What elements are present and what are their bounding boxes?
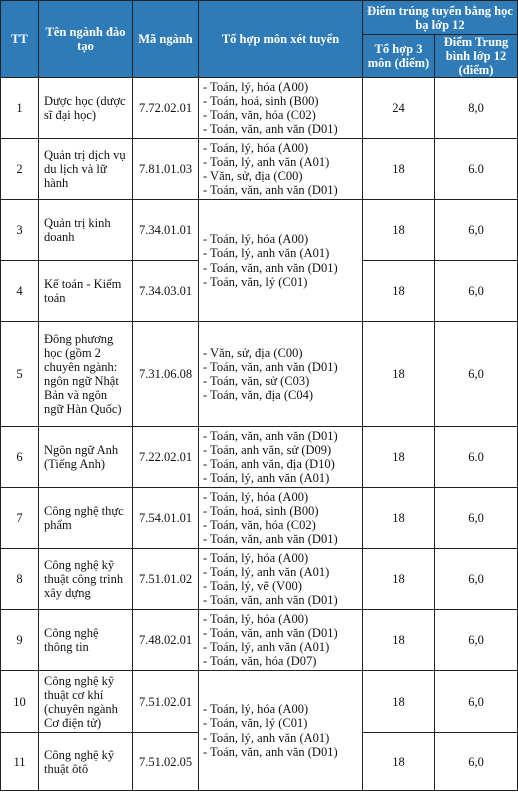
- row-major: Quản trị kinh doanh: [39, 200, 133, 261]
- row-code: 7.51.02.01: [133, 671, 199, 733]
- row-score-3: 18: [363, 549, 435, 610]
- row-score-3: 18: [363, 671, 435, 733]
- row-major: Ngôn ngữ Anh (Tiếng Anh): [39, 427, 133, 488]
- row-code: 7.48.02.01: [133, 610, 199, 671]
- row-tt: 6: [1, 427, 39, 488]
- row-code: 7.31.06.08: [133, 322, 199, 427]
- row-tt: 2: [1, 139, 39, 200]
- row-tt: 8: [1, 549, 39, 610]
- row-code: 7.81.01.03: [133, 139, 199, 200]
- row-score-avg: 6.0: [435, 427, 518, 488]
- header-tt: TT: [1, 1, 39, 78]
- row-score-3: 18: [363, 733, 435, 791]
- row-score-3: 18: [363, 200, 435, 261]
- row-code: 7.51.01.02: [133, 549, 199, 610]
- table-row: [1, 610, 518, 671]
- row-major: Công nghệ thực phẩm: [39, 488, 133, 549]
- row-combos-merged: - Toán, lý, hóa (A00) - Toán, lý, anh văn (A01) - Toán, văn, anh văn (D01) - Toán, văn, lý (C01): [199, 200, 363, 322]
- row-tt: 10: [1, 671, 39, 733]
- row-combos: - Văn, sử, địa (C00) - Toán, văn, anh văn (D01) - Toán, văn, sử (C03) - Toán, văn, địa (C04): [199, 322, 363, 427]
- header-score-3: Tổ hợp 3 môn (điểm): [363, 35, 435, 78]
- row-combos: - Toán, lý, hóa (A00) - Toán, lý, anh văn (A01) - Văn, sử, địa (C00) - Toán, văn, anh văn (D01): [199, 139, 363, 200]
- row-score-avg: 6,0: [435, 488, 518, 549]
- row-score-avg: 6,0: [435, 261, 518, 322]
- row-tt: 11: [1, 733, 39, 791]
- row-code: 7.34.03.01: [133, 261, 199, 322]
- row-combos: - Toán, văn, anh văn (D01) - Toán, anh văn, sử (D09) - Toán, anh văn, địa (D10) - Toán, lý, anh văn (A01): [199, 427, 363, 488]
- header-score-avg: Điểm Trung bình lớp 12 (điểm): [435, 35, 518, 78]
- row-score-avg: 6,0: [435, 200, 518, 261]
- row-score-3: 24: [363, 78, 435, 139]
- row-score-3: 18: [363, 610, 435, 671]
- row-score-3: 18: [363, 322, 435, 427]
- row-score-avg: 6,0: [435, 671, 518, 733]
- row-combos: - Toán, lý, hóa (A00) - Toán, hoá, sinh (B00) - Toán, văn, hóa (C02) - Toán, văn, anh văn (D01): [199, 488, 363, 549]
- row-tt: 1: [1, 78, 39, 139]
- table-row: [1, 78, 518, 139]
- row-combos: - Toán, lý, hóa (A00) - Toán, lý, anh văn (A01) - Toán, lý, vẽ (V00) - Toán, văn, anh văn (D01): [199, 549, 363, 610]
- row-code: 7.51.02.05: [133, 733, 199, 791]
- table-row: [1, 322, 518, 427]
- row-score-3: 18: [363, 427, 435, 488]
- row-code: 7.72.02.01: [133, 78, 199, 139]
- row-major: Công nghệ thông tin: [39, 610, 133, 671]
- row-major: Dược học (dược sĩ đại học): [39, 78, 133, 139]
- row-combos: - Toán, lý, hóa (A00) - Toán, hoá, sinh (B00) - Toán, văn, hóa (C02) - Toán, văn, anh văn (D01): [199, 78, 363, 139]
- header-code: Mã ngành: [133, 1, 199, 78]
- header-major: Tên ngành đào tạo: [39, 1, 133, 78]
- row-major: Công nghệ kỹ thuật công trình xây dựng: [39, 549, 133, 610]
- table-row: [1, 671, 518, 733]
- row-major: Đông phương học (gồm 2 chuyên ngành: ngôn ngữ Nhật Bản và ngôn ngữ Hàn Quốc): [39, 322, 133, 427]
- header-score-group: Điểm trúng tuyển bằng học bạ lớp 12: [363, 1, 518, 35]
- row-major: Quản trị dịch vụ du lịch và lữ hành: [39, 139, 133, 200]
- row-major: Công nghệ kỹ thuật cơ khí (chuyên ngành Cơ điện tử): [39, 671, 133, 733]
- row-score-3: 18: [363, 488, 435, 549]
- row-score-avg: 6.0: [435, 139, 518, 200]
- row-score-3: 18: [363, 261, 435, 322]
- row-score-avg: 6,0: [435, 610, 518, 671]
- row-combos-merged: - Toán, lý, hóa (A00) - Toán, văn, lý (C01) - Toán, lý, anh văn (A01) - Toán, văn, anh văn (D01): [199, 671, 363, 791]
- row-code: 7.22.02.01: [133, 427, 199, 488]
- row-score-avg: 6,0: [435, 733, 518, 791]
- row-score-avg: 6,0: [435, 322, 518, 427]
- row-combos: - Toán, lý, hóa (A00) - Toán, văn, anh văn (D01) - Toán, lý, anh văn (A01) - Toán, văn, hóa (D07): [199, 610, 363, 671]
- row-score-avg: 8,0: [435, 78, 518, 139]
- table-row: [1, 200, 518, 261]
- row-major: Kế toán - Kiểm toán: [39, 261, 133, 322]
- row-tt: 4: [1, 261, 39, 322]
- row-tt: 9: [1, 610, 39, 671]
- row-tt: 5: [1, 322, 39, 427]
- row-code: 7.34.01.01: [133, 200, 199, 261]
- row-score-avg: 6,0: [435, 549, 518, 610]
- table-row: [1, 427, 518, 488]
- row-tt: 7: [1, 488, 39, 549]
- row-code: 7.54.01.01: [133, 488, 199, 549]
- row-major: Công nghệ kỹ thuật ôtô: [39, 733, 133, 791]
- row-score-3: 18: [363, 139, 435, 200]
- table-row: [1, 549, 518, 610]
- header-combo: Tổ hợp môn xét tuyển: [199, 1, 363, 78]
- row-tt: 3: [1, 200, 39, 261]
- table-row: [1, 139, 518, 200]
- table-row: [1, 488, 518, 549]
